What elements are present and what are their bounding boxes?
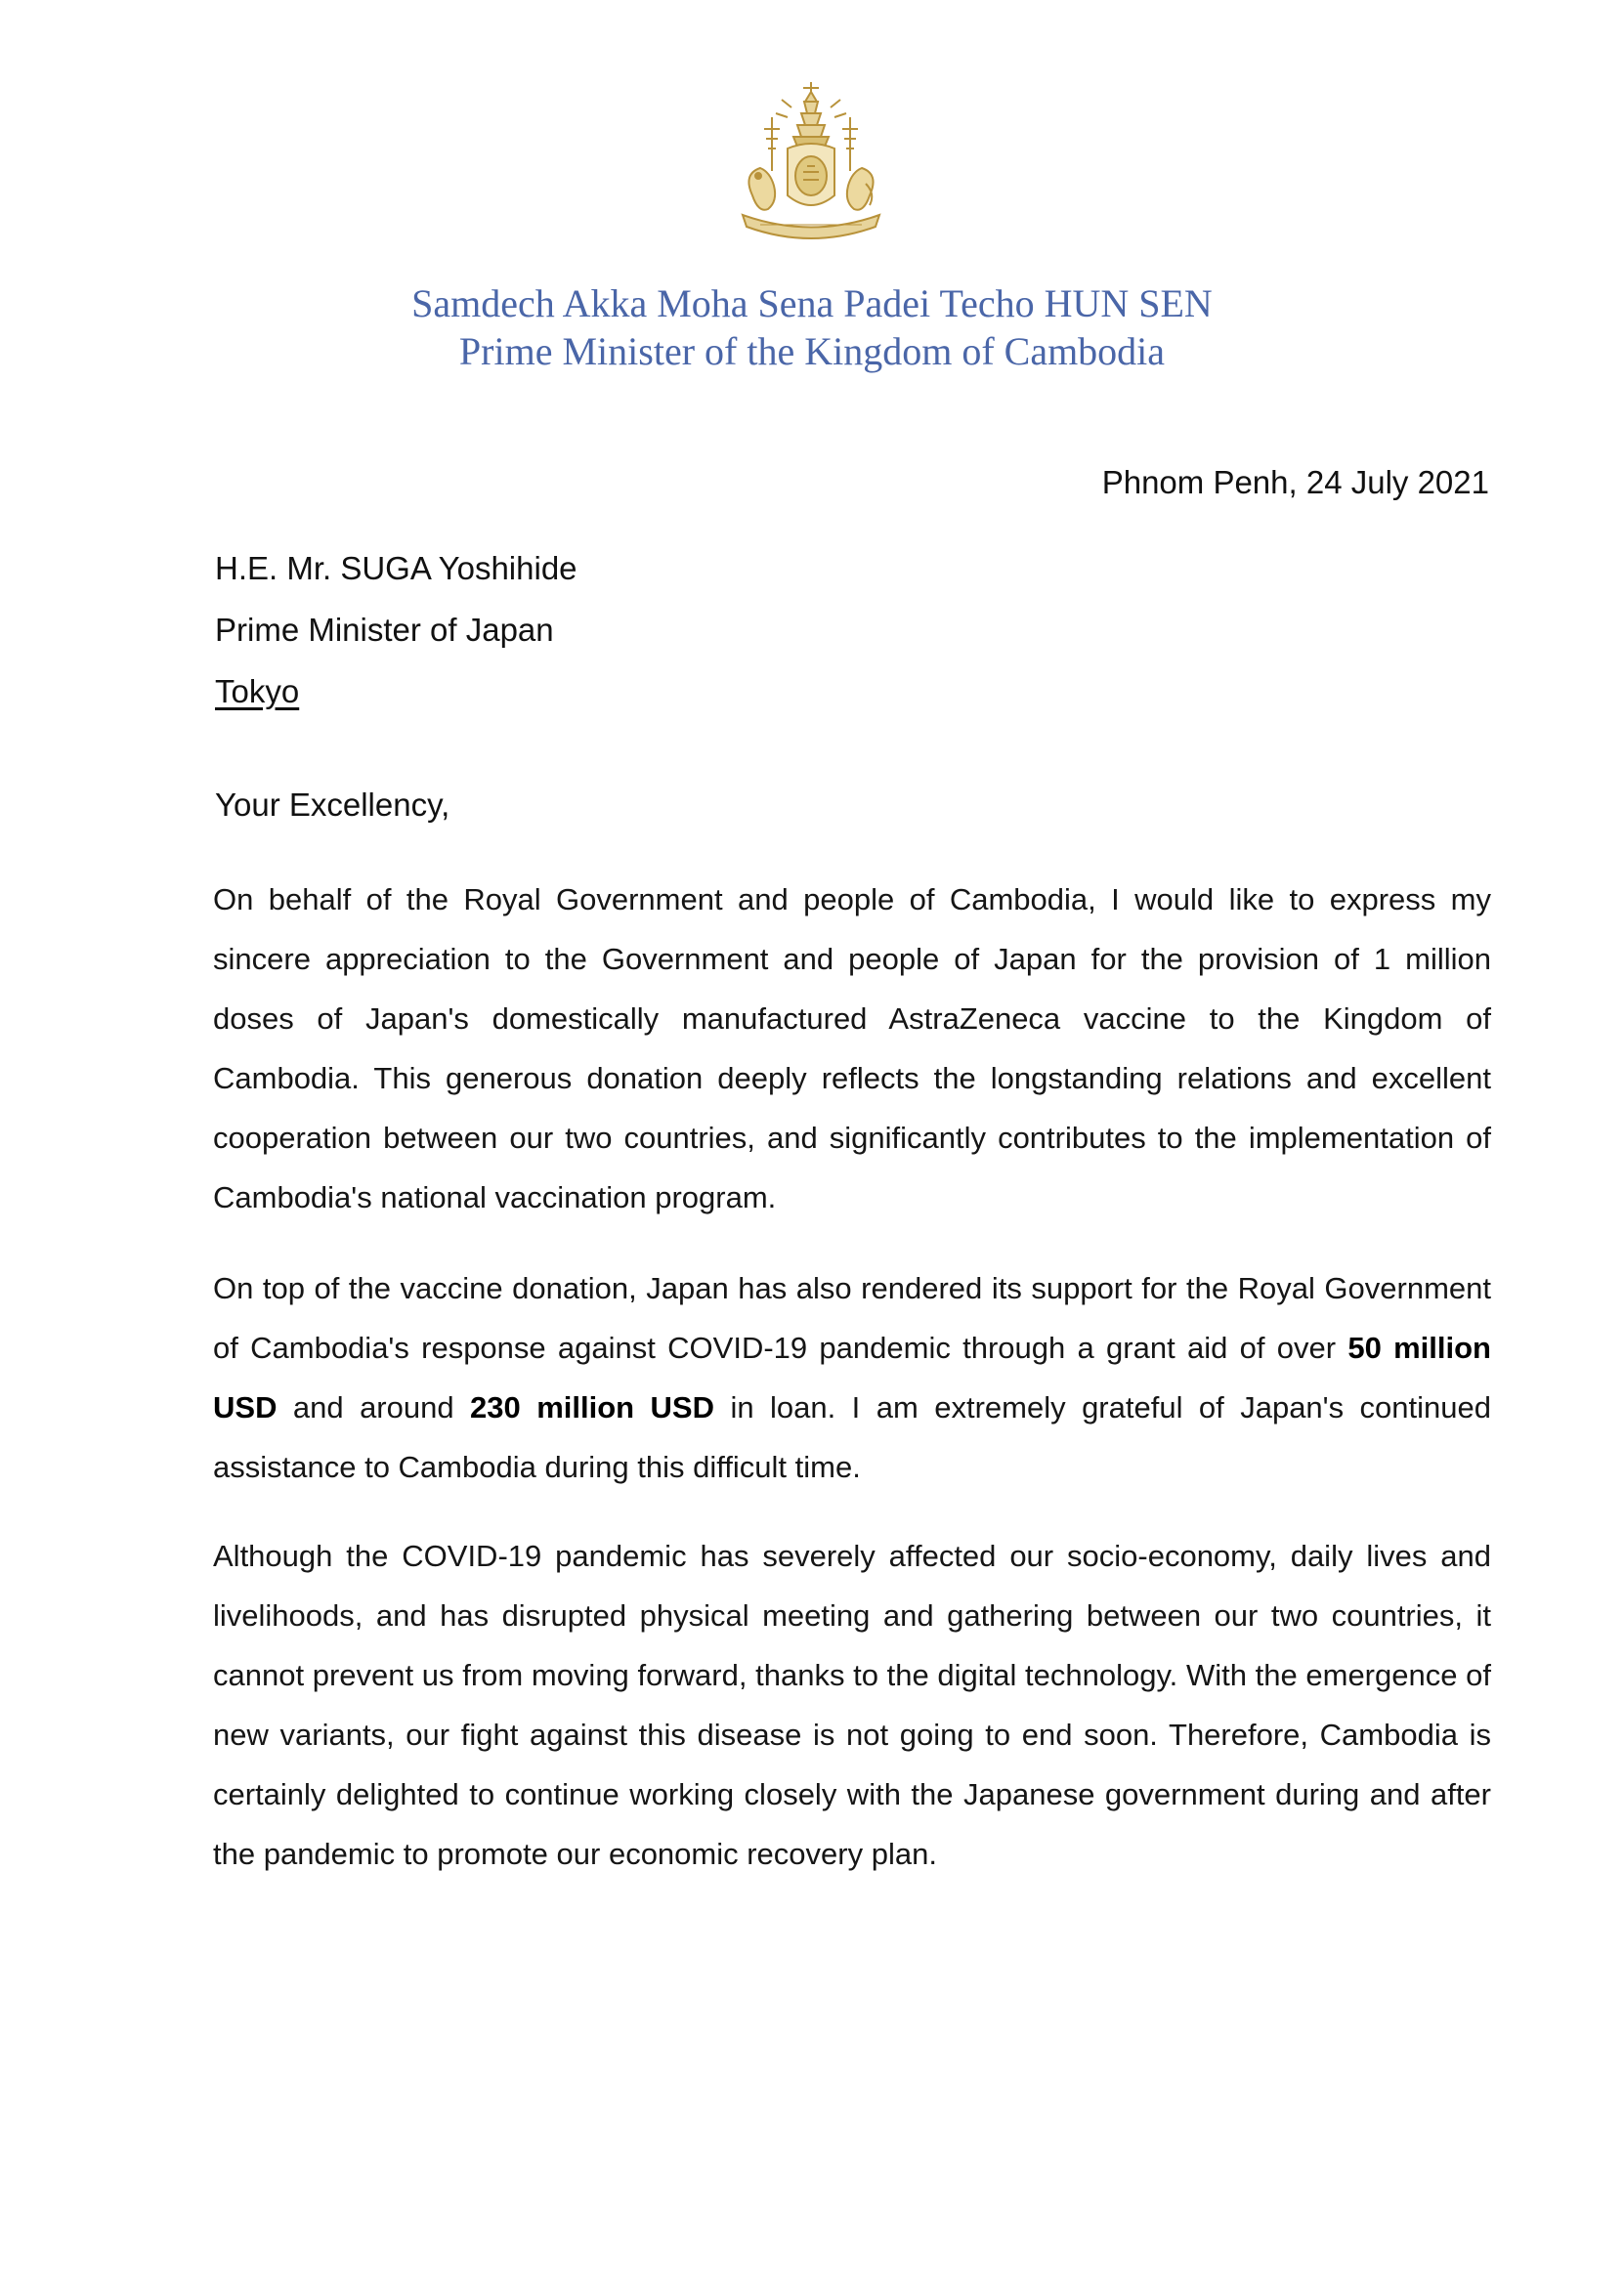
body-paragraph-2 — [213, 1258, 1491, 1497]
loan-amount: 230 million USD — [470, 1390, 714, 1424]
p2-text-e: in loan. I am extremely grateful of Japan's continued assistance to Cambodia during this difficult time. — [213, 1390, 1491, 1484]
recipient-city: Tokyo — [215, 673, 300, 709]
letterhead-name: Samdech Akka Moha Sena Padei Techo HUN SEN — [411, 281, 1213, 325]
body-paragraph-3: Although the COVID-19 pandemic has severely affected our socio-economy, daily lives and livelihoods, and has disrupted physical meeting and gathering between our two countries, it cannot prevent us from moving forward, thanks to the digital technology. With the emergence of new variants, our fight against this disease is not going to end soon. Therefore, Cambodia is certainly delighted to continue working closely with the Japanese government during and after the pandemic to promote our economic recovery plan. — [213, 1539, 1491, 1871]
recipient-name: H.E. Mr. SUGA Yoshihide — [215, 550, 577, 586]
p2-text-a: On top of the vaccine donation, Japan has also rendered its support for the Royal Government of Cambodia's response against COVID-19 pandemic through a grant aid of over — [213, 1271, 1491, 1365]
recipient-title: Prime Minister of Japan — [215, 612, 554, 648]
salutation: Your Excellency, — [215, 787, 450, 823]
letterhead-title: Prime Minister of the Kingdom of Cambodia — [458, 329, 1166, 373]
grant-amount: 50 million USD — [213, 1331, 1491, 1424]
royal-arms-emblem-icon — [713, 78, 909, 254]
body-paragraph-1: On behalf of the Royal Government and people of Cambodia, I would like to express my sincere appreciation to the Government and people of Japan for the provision of 1 million doses of Japan's domestically manufactured AstraZeneca vaccine to the Kingdom of Cambodia. This generous donation deeply reflects the longstanding relations and excellent cooperation between our two countries, and significantly contributes to the implementation of Cambodia's national vaccination program. — [213, 882, 1491, 1214]
place-date-line: Phnom Penh, 24 July 2021 — [1101, 464, 1489, 500]
p2-text-c: and around — [277, 1390, 471, 1424]
